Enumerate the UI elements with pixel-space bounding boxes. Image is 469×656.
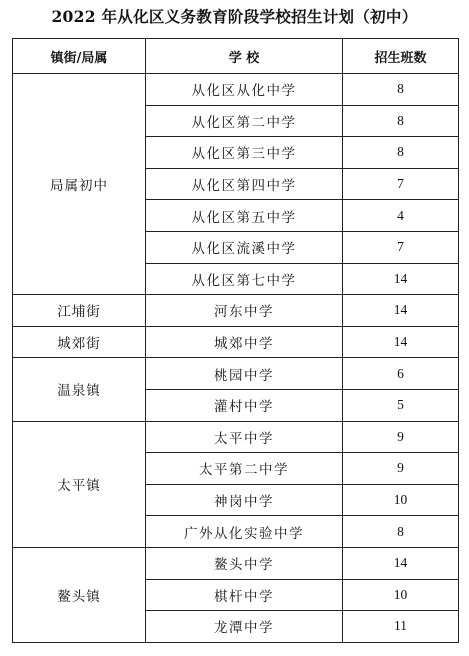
school-cell: 从化区第七中学 bbox=[146, 263, 343, 295]
school-cell: 桃园中学 bbox=[146, 358, 343, 390]
class-count-cell: 14 bbox=[343, 547, 459, 579]
page-title: 2022 年从化区义务教育阶段学校招生计划（初中） bbox=[51, 7, 418, 26]
class-count-cell: 14 bbox=[343, 295, 459, 327]
table-header bbox=[13, 39, 459, 74]
school-cell: 从化区第四中学 bbox=[146, 168, 343, 200]
class-count-cell: 9 bbox=[343, 421, 459, 453]
town-cell: 温泉镇 bbox=[13, 358, 146, 421]
class-count-cell: 9 bbox=[343, 453, 459, 485]
header-count: 招生班数 bbox=[343, 39, 459, 74]
school-cell: 从化区从化中学 bbox=[146, 74, 343, 106]
table-row bbox=[13, 295, 459, 327]
class-count-cell: 8 bbox=[343, 516, 459, 548]
school-cell: 灌村中学 bbox=[146, 389, 343, 421]
school-cell: 太平中学 bbox=[146, 421, 343, 453]
class-count-cell: 10 bbox=[343, 484, 459, 516]
school-cell: 鳌头中学 bbox=[146, 547, 343, 579]
class-count-cell: 10 bbox=[343, 579, 459, 611]
town-cell: 局属初中 bbox=[13, 74, 146, 295]
class-count-cell: 7 bbox=[343, 231, 459, 263]
school-cell: 神岗中学 bbox=[146, 484, 343, 516]
town-cell: 太平镇 bbox=[13, 421, 146, 547]
table-row bbox=[13, 74, 459, 106]
header-row bbox=[13, 39, 459, 74]
header-town: 镇街/局属 bbox=[13, 39, 146, 74]
town-cell: 城郊街 bbox=[13, 326, 146, 358]
class-count-cell: 8 bbox=[343, 137, 459, 169]
town-cell: 江埔街 bbox=[13, 295, 146, 327]
school-cell: 河东中学 bbox=[146, 295, 343, 327]
school-cell: 城郊中学 bbox=[146, 326, 343, 358]
town-cell: 鳌头镇 bbox=[13, 547, 146, 642]
school-cell: 广外从化实验中学 bbox=[146, 516, 343, 548]
school-cell: 从化区第三中学 bbox=[146, 137, 343, 169]
class-count-cell: 5 bbox=[343, 389, 459, 421]
enrollment-table bbox=[12, 38, 459, 643]
class-count-cell: 6 bbox=[343, 358, 459, 390]
table-body bbox=[13, 74, 459, 643]
school-cell: 龙潭中学 bbox=[146, 611, 343, 643]
table-row bbox=[13, 547, 459, 579]
class-count-cell: 4 bbox=[343, 200, 459, 232]
class-count-cell: 8 bbox=[343, 74, 459, 106]
school-cell: 棋杆中学 bbox=[146, 579, 343, 611]
table-row bbox=[13, 421, 459, 453]
class-count-cell: 11 bbox=[343, 611, 459, 643]
table-row bbox=[13, 358, 459, 390]
school-cell: 从化区流溪中学 bbox=[146, 231, 343, 263]
class-count-cell: 14 bbox=[343, 263, 459, 295]
class-count-cell: 14 bbox=[343, 326, 459, 358]
school-cell: 从化区第五中学 bbox=[146, 200, 343, 232]
class-count-cell: 8 bbox=[343, 105, 459, 137]
table-row bbox=[13, 326, 459, 358]
school-cell: 太平第二中学 bbox=[146, 453, 343, 485]
class-count-cell: 7 bbox=[343, 168, 459, 200]
header-school: 学 校 bbox=[146, 39, 343, 74]
school-cell: 从化区第二中学 bbox=[146, 105, 343, 137]
